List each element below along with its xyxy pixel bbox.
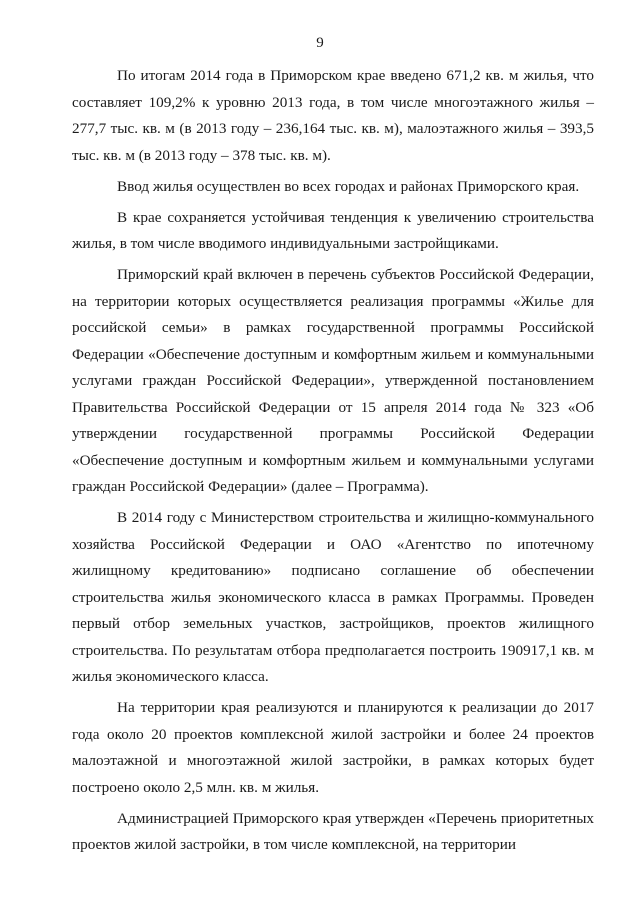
body-text — [72, 63, 594, 859]
paragraph-housing-coverage: Ввод жилья осуществлен во всех городах и районах Приморского края. — [117, 177, 580, 195]
page-number: 9 — [316, 35, 324, 51]
paragraph-agreement: В 2014 году с Министерством строительства и жилищно-коммунального хозяйства Российской Федерации и ОАО «Агентство по ипотечному жилищному кредитованию» подписано соглашение об обеспечении строительства жилья экономического класса в рамках Программы. Проведен первый отбор земельных участков, застройщиков, проектов жилищного строительства. По результатам отбора предполагается построить 190917,1 кв. м жилья экономического класса. — [72, 509, 594, 685]
paragraph-construction-trend: В крае сохраняется устойчивая тенденция к увеличению строительства жилья, в том числе вводимого индивидуальными застройщиками. — [72, 208, 594, 252]
paragraph-projects: На территории края реализуются и планируются к реализации до 2017 года около 20 проектов комплексной жилой застройки и более 24 проектов малоэтажной и многоэтажной жилой застройки, в рамках которых будет построено около 2,5 млн. кв. м жилья. — [72, 699, 594, 796]
paragraph-program-inclusion: Приморский край включен в перечень субъектов Российской Федерации, на территории которых осуществляется реализация программы «Жилье для российской семьи» в рамках государственной программы Российской Федерации «Обеспечение доступным и комфортным жильем и коммунальными услугами граждан Российской Федерации», утвержденной постановлением Правительства Российской Федерации от 15 апреля 2014 года № 323 «Об утверждении государственной программы Российской Федерации «Обеспечение доступным и комфортным жильем и коммунальными услугами граждан Российской Федерации» (далее – Программа). — [72, 266, 594, 495]
paragraph-priority-list: Администрацией Приморского края утвержден «Перечень приоритетных проектов жилой застройки, в том числе комплексной, на территории — [72, 809, 594, 853]
paragraph-housing-results: По итогам 2014 года в Приморском крае введено 671,2 кв. м жилья, что составляет 109,2% к уровню 2013 года, в том числе многоэтажного жилья – 277,7 тыс. кв. м (в 2013 году – 236,164 тыс. кв. м), малоэтажного жилья – 393,5 тыс. кв. м (в 2013 году – 378 тыс. кв. м). — [72, 67, 594, 164]
